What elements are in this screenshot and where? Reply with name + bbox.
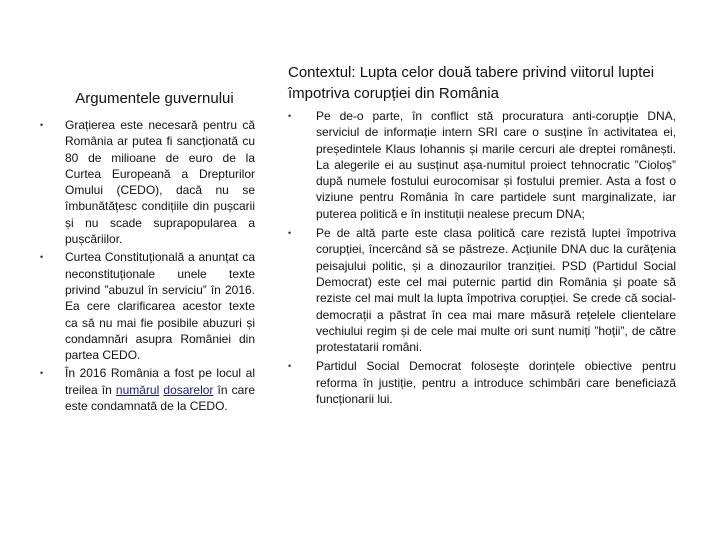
right-bullet-list xyxy=(288,108,676,407)
link-numarul[interactable]: numărul xyxy=(115,382,160,397)
bullet-icon: • xyxy=(40,368,44,379)
left-column xyxy=(40,88,255,416)
list-item xyxy=(288,358,676,407)
link-dosarelor[interactable]: dosarelor xyxy=(163,382,214,397)
right-heading: Contextul: Lupta celor două tabere privind viitorul luptei împotriva corupției din România xyxy=(288,64,655,102)
list-item-text-after: în care este condamnată de la CEDO. xyxy=(65,382,255,414)
bullet-icon: • xyxy=(40,120,44,130)
list-item xyxy=(288,225,676,355)
left-bullet-list xyxy=(40,117,255,414)
list-item xyxy=(40,117,255,247)
bullet-icon: • xyxy=(288,361,292,372)
list-item xyxy=(40,365,255,414)
list-item-text: Pe de altă parte este clasa politică care rezistă luptei împotriva corupției, încercând să se păstreze. Acțiunile DNA duc la curățenia peisajului politic, și a dinozaurilor tranziției. PSD (Partidul Social Democrat) este cel mai puternic partid din România și poate să reziste cel mai mult la lupta împotriva corupției. Se crede că social-democrații a păstrat în cea mai mare măsură rețelele clientelare vechiului regim și de cele mai multe ori sunt numiți ”hoții”, de către protestatarii români. xyxy=(316,226,676,355)
list-item-text: Pe de-o parte, în conflict stă procuratura anti-corupție DNA, serviciul de informație intern SRI care o susține în activitatea ei, președintele Klaus Iohannis și marile cercuri ale dreptei românești. La alegerile ei au susținut așa-numitul proiect tehnocratic ”Cioloș” după numele fostului eurocomisar și fostului premier. Asta a fost o viziune pentru România în care partidele sunt marginalizate, iar puterea politică e în instituții nealese precum DNA; xyxy=(316,109,676,221)
list-item xyxy=(288,108,676,222)
list-item-text: Grațierea este necesară pentru că România ar putea fi sancționată cu 80 de milioane de euro de la Curtea Europeană a Drepturilor Omului (CEDO), dacă nu se îmbunătățesc condițiile din pușcarii și nu scade suprapopularea a pușcăriilor. xyxy=(65,118,255,247)
list-item-text: Partidul Social Democrat folosește dorințele obiective pentru reforma în justiție, pentru a introduce schimbări care beneficiază funcționarii lui. xyxy=(316,359,676,407)
list-item-text-before: În 2016 România a fost pe locul al treilea în xyxy=(65,366,255,397)
list-item-text: Curtea Constituțională a anunțat ca neconstituționale unele texte privind ”abuzul în serviciu” în 2016. Ea cere clarificarea acestor texte ca să nu mai fie posibile abuzuri și condamnări asupra României din partea CEDO. xyxy=(65,250,255,363)
bullet-icon: • xyxy=(288,228,292,239)
right-column xyxy=(288,62,676,410)
left-heading: Argumentele guvernului xyxy=(75,90,234,107)
bullet-icon: • xyxy=(40,252,44,263)
list-item xyxy=(40,249,255,363)
bullet-icon: • xyxy=(288,111,292,121)
